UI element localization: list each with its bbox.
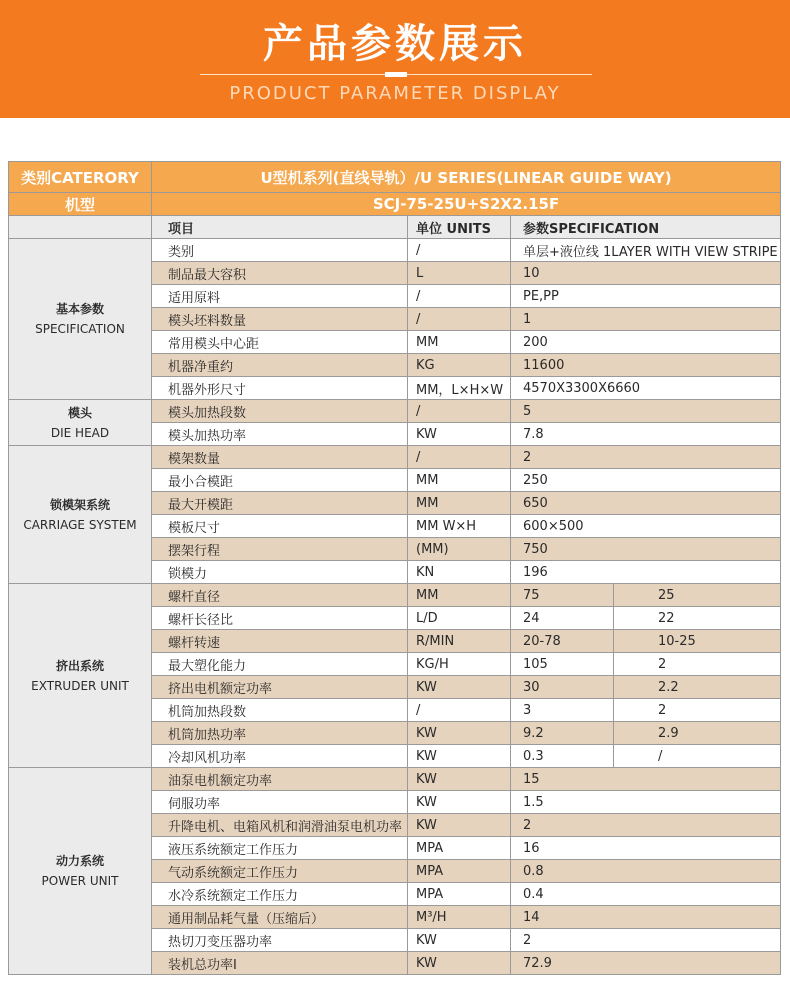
cell-unit: / bbox=[408, 239, 511, 262]
cell-unit: L/D bbox=[408, 607, 511, 630]
category-row bbox=[9, 162, 781, 193]
cell-unit: MM bbox=[408, 492, 511, 515]
table-row bbox=[9, 400, 781, 423]
cell-value: 0.3 bbox=[511, 745, 614, 768]
model-row bbox=[9, 193, 781, 216]
cell-value: 200 bbox=[511, 331, 781, 354]
cell-value-2: 2 bbox=[614, 699, 781, 722]
column-header-spec: 参数SPECIFICATION bbox=[511, 216, 781, 239]
cell-value: 20-78 bbox=[511, 630, 614, 653]
category-label: 类别CATERORY bbox=[9, 162, 152, 193]
cell-item: 最小合模距 bbox=[152, 469, 408, 492]
cell-item: 挤出电机额定功率 bbox=[152, 676, 408, 699]
cell-value: 4570X3300X6660 bbox=[511, 377, 781, 400]
cell-value: 5 bbox=[511, 400, 781, 423]
model-label: 机型 bbox=[9, 193, 152, 216]
cell-value: 1 bbox=[511, 308, 781, 331]
cell-unit: KW bbox=[408, 676, 511, 699]
group-label bbox=[9, 400, 152, 446]
cell-value-2: 2 bbox=[614, 653, 781, 676]
cell-item: 类别 bbox=[152, 239, 408, 262]
cell-value-2: / bbox=[614, 745, 781, 768]
page-title: 产品参数展示 bbox=[263, 21, 527, 67]
cell-unit: KW bbox=[408, 768, 511, 791]
column-header-unit: 单位 UNITS bbox=[408, 216, 511, 239]
cell-item: 油泵电机额定功率 bbox=[152, 768, 408, 791]
cell-value: 2 bbox=[511, 814, 781, 837]
cell-item: 机器外形尺寸 bbox=[152, 377, 408, 400]
cell-item: 装机总功率I bbox=[152, 952, 408, 975]
cell-unit: KW bbox=[408, 745, 511, 768]
cell-value: 10 bbox=[511, 262, 781, 285]
cell-unit: KW bbox=[408, 791, 511, 814]
cell-unit: / bbox=[408, 308, 511, 331]
cell-value: 15 bbox=[511, 768, 781, 791]
cell-item: 锁模力 bbox=[152, 561, 408, 584]
cell-value: 750 bbox=[511, 538, 781, 561]
group-name-cn: 动力系统 bbox=[55, 854, 104, 868]
cell-item: 机筒加热功率 bbox=[152, 722, 408, 745]
cell-item: 最大开模距 bbox=[152, 492, 408, 515]
cell-item: 模头加热段数 bbox=[152, 400, 408, 423]
category-value: U型机系列(直线导轨）/U SERIES(LINEAR GUIDE WAY) bbox=[152, 162, 781, 193]
cell-value: 250 bbox=[511, 469, 781, 492]
cell-unit: L bbox=[408, 262, 511, 285]
cell-value: 72.9 bbox=[511, 952, 781, 975]
group-label bbox=[9, 584, 152, 768]
table-row bbox=[9, 768, 781, 791]
group-label bbox=[9, 239, 152, 400]
table-row bbox=[9, 239, 781, 262]
cell-value: 16 bbox=[511, 837, 781, 860]
cell-unit: MM bbox=[408, 331, 511, 354]
table-row bbox=[9, 584, 781, 607]
cell-unit: MPA bbox=[408, 837, 511, 860]
table-row bbox=[9, 446, 781, 469]
cell-unit: KW bbox=[408, 722, 511, 745]
group-name-en: EXTRUDER UNIT bbox=[31, 678, 129, 693]
model-value: SCJ-75-25U+S2X2.15F bbox=[152, 193, 781, 216]
group-label bbox=[9, 768, 152, 975]
cell-value: 0.4 bbox=[511, 883, 781, 906]
group-name-en: DIE HEAD bbox=[50, 425, 110, 440]
cell-item: 气动系统额定工作压力 bbox=[152, 860, 408, 883]
cell-item: 摆架行程 bbox=[152, 538, 408, 561]
cell-unit: MM，L×H×W bbox=[408, 377, 511, 400]
cell-value: 2 bbox=[511, 929, 781, 952]
header-banner bbox=[0, 0, 790, 118]
cell-unit: KW bbox=[408, 929, 511, 952]
cell-item: 通用制品耗气量（压缩后） bbox=[152, 906, 408, 929]
cell-value: 30 bbox=[511, 676, 614, 699]
cell-unit: M³/H bbox=[408, 906, 511, 929]
cell-unit: / bbox=[408, 446, 511, 469]
cell-value: 196 bbox=[511, 561, 781, 584]
cell-value: 9.2 bbox=[511, 722, 614, 745]
cell-item: 伺服功率 bbox=[152, 791, 408, 814]
cell-value-2: 10-25 bbox=[614, 630, 781, 653]
cell-item: 冷却风机功率 bbox=[152, 745, 408, 768]
cell-item: 升降电机、电箱风机和润滑油泵电机功率 bbox=[152, 814, 408, 837]
cell-value-2: 2.9 bbox=[614, 722, 781, 745]
column-header-blank bbox=[9, 216, 152, 239]
cell-value-2: 22 bbox=[614, 607, 781, 630]
cell-unit: (MM) bbox=[408, 538, 511, 561]
cell-value: 11600 bbox=[511, 354, 781, 377]
cell-unit: MM bbox=[408, 469, 511, 492]
cell-value-2: 25 bbox=[614, 584, 781, 607]
column-header-row bbox=[9, 216, 781, 239]
cell-unit: KW bbox=[408, 952, 511, 975]
cell-unit: / bbox=[408, 400, 511, 423]
cell-item: 模架数量 bbox=[152, 446, 408, 469]
cell-value: 105 bbox=[511, 653, 614, 676]
cell-item: 模头加热功率 bbox=[152, 423, 408, 446]
cell-unit: KN bbox=[408, 561, 511, 584]
cell-item: 模头坯料数量 bbox=[152, 308, 408, 331]
cell-item: 机器净重约 bbox=[152, 354, 408, 377]
cell-value: 75 bbox=[511, 584, 614, 607]
cell-item: 液压系统额定工作压力 bbox=[152, 837, 408, 860]
title-divider-accent bbox=[385, 72, 407, 77]
cell-value: PE,PP bbox=[511, 285, 781, 308]
cell-value-2: 2.2 bbox=[614, 676, 781, 699]
cell-value: 650 bbox=[511, 492, 781, 515]
cell-unit: / bbox=[408, 699, 511, 722]
cell-unit: MPA bbox=[408, 860, 511, 883]
cell-item: 螺杆直径 bbox=[152, 584, 408, 607]
group-name-en: CARRIAGE SYSTEM bbox=[23, 517, 137, 532]
cell-item: 螺杆转速 bbox=[152, 630, 408, 653]
cell-unit: MPA bbox=[408, 883, 511, 906]
cell-item: 水冷系统额定工作压力 bbox=[152, 883, 408, 906]
cell-item: 螺杆长径比 bbox=[152, 607, 408, 630]
cell-unit: KW bbox=[408, 423, 511, 446]
group-label bbox=[9, 446, 152, 584]
cell-unit: KG/H bbox=[408, 653, 511, 676]
cell-value: 7.8 bbox=[511, 423, 781, 446]
cell-value: 1.5 bbox=[511, 791, 781, 814]
cell-unit: MM W×H bbox=[408, 515, 511, 538]
cell-item: 最大塑化能力 bbox=[152, 653, 408, 676]
page-subtitle: PRODUCT PARAMETER DISPLAY bbox=[229, 83, 561, 104]
cell-value: 3 bbox=[511, 699, 614, 722]
cell-item: 机筒加热段数 bbox=[152, 699, 408, 722]
cell-value: 单层+液位线 1LAYER WITH VIEW STRIPE bbox=[511, 239, 781, 262]
cell-item: 适用原料 bbox=[152, 285, 408, 308]
column-header-item: 项目 bbox=[152, 216, 408, 239]
cell-item: 常用模头中心距 bbox=[152, 331, 408, 354]
group-name-cn: 模头 bbox=[67, 405, 92, 420]
cell-value: 14 bbox=[511, 906, 781, 929]
cell-unit: MM bbox=[408, 584, 511, 607]
cell-unit: KG bbox=[408, 354, 511, 377]
cell-item: 制品最大容积 bbox=[152, 262, 408, 285]
parameter-table bbox=[8, 161, 781, 975]
group-name-cn: 基本参数 bbox=[55, 302, 104, 316]
cell-value: 2 bbox=[511, 446, 781, 469]
cell-value: 0.8 bbox=[511, 860, 781, 883]
cell-unit: R/MIN bbox=[408, 630, 511, 653]
group-name-cn: 锁模架系统 bbox=[49, 497, 110, 512]
cell-value: 600×500 bbox=[511, 515, 781, 538]
group-name-cn: 挤出系统 bbox=[55, 658, 104, 673]
cell-item: 模板尺寸 bbox=[152, 515, 408, 538]
cell-unit: KW bbox=[408, 814, 511, 837]
cell-item: 热切刀变压器功率 bbox=[152, 929, 408, 952]
group-name-en: SPECIFICATION bbox=[35, 322, 125, 336]
group-name-en: POWER UNIT bbox=[41, 874, 119, 888]
cell-value: 24 bbox=[511, 607, 614, 630]
cell-unit: / bbox=[408, 285, 511, 308]
